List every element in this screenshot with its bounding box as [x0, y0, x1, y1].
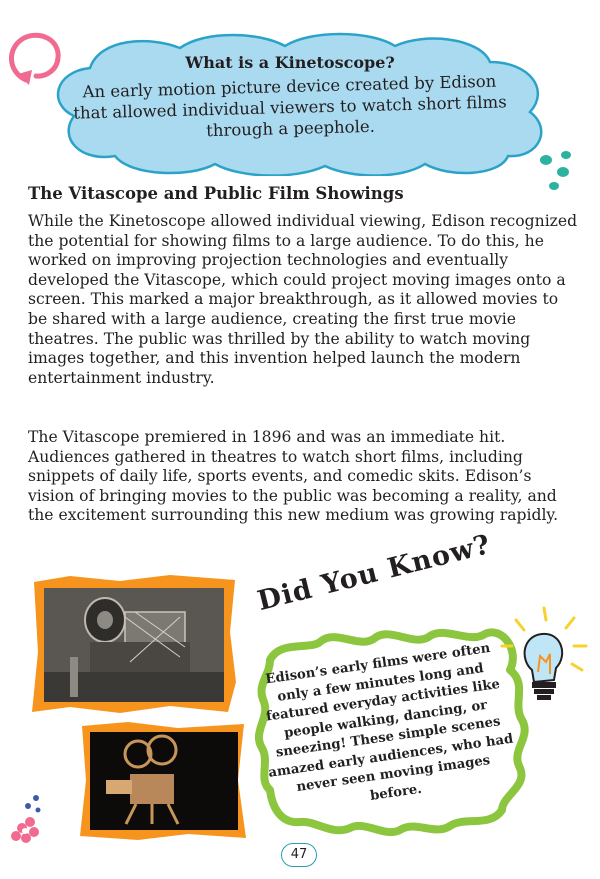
- teal-dots-decoration: [536, 146, 586, 196]
- definition-title: What is a Kinetoscope?: [185, 53, 395, 72]
- section-title: The Vitascope and Public Film Showings: [28, 184, 404, 203]
- body-paragraph-2: The Vitascope premiered in 1896 and was an immediate hit. Audiences gathered in theatres to watch short films, including snippets of daily life, sports events, and comedic skits. Edison’s vision of bringing movies to the public was becoming a reality, and the excitement surrounding this new medium was growing rapidly.: [28, 428, 559, 525]
- lightbulb-icon: [494, 600, 596, 704]
- flower-decoration: [8, 792, 54, 844]
- body-paragraph-1: While the Kinetoscope allowed individual viewing, Edison recognized the potential for showing films to a large audience. To do this, he worked on improving projection technologies and eventually developed the Vitascope, which could project moving images onto a screen. This marked a major breakthrough, as it allowed movies to be shared with a large audience, creating the first true movie theatres. The public was thrilled by the ability to watch moving images together, and this invention helped launch the modern entertainment industry.: [28, 212, 578, 387]
- page-number: 47: [281, 843, 317, 867]
- did-you-know-title: Did You Know?: [254, 529, 494, 617]
- film-projector-illustration: [78, 720, 248, 842]
- definition-box: [70, 52, 510, 139]
- vintage-projector-photo: [30, 572, 240, 716]
- did-you-know-text: Edison’s early films were often only a few minutes long and featured everyday activities like people walking, dancing, or sneezing! These simple scenes amazed early audiences, who had never seen moving images before.: [264, 640, 515, 804]
- definition-text: An early motion picture device created by Edison that allowed individual viewers to watch short films through a peephole.: [73, 71, 507, 141]
